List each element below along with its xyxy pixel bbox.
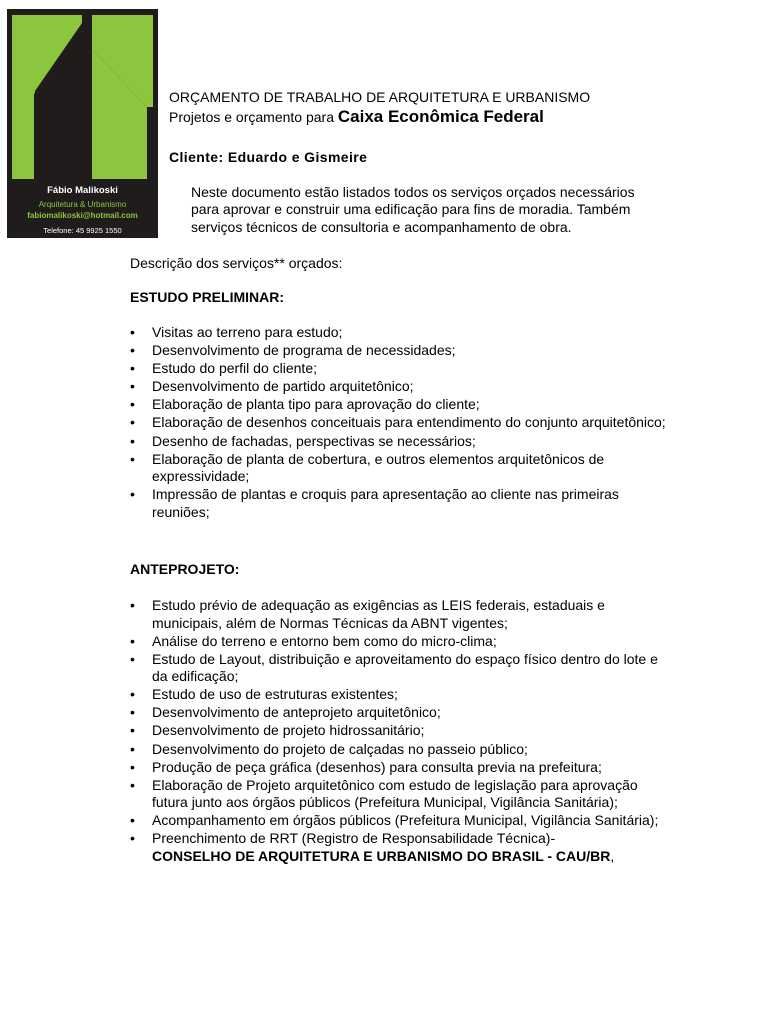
subtitle-prefix: Projetos e orçamento para [169,109,338,125]
subtitle-emphasis: Caixa Econômica Federal [337,107,544,126]
list-item: • Desenho de fachadas, perspectivas se necessários; [130,433,670,451]
list-item: • Elaboração de desenhos conceituais para entendimento do conjunto arquitetônico; [130,414,670,432]
rrt-suffix: , [610,847,615,864]
list-item: • Acompanhamento em órgãos públicos (Prefeitura Municipal, Vigilância Sanitária); [130,812,670,830]
list-item: • Elaboração de planta tipo para aprovação do cliente; [130,396,670,414]
intro-paragraph: Neste documento estão listados todos os serviços orçados necessários para aprovar e construir uma edificação para fins de moradia. Também serviços técnicos de consultoria e acompanhamento de obra. [191,184,635,235]
list-item: • Desenvolvimento de partido arquitetônico; [130,378,670,396]
list-item: • Desenvolvimento de projeto hidrossanitário; [130,722,670,740]
logo-email: fabiomalikoski@hotmail.com [27,211,138,220]
list-item: • Estudo de Layout, distribuição e aproveitamento do espaço físico dentro do lote e da edificação; [130,651,670,686]
services-description: Descrição dos serviços** orçados: [130,255,343,271]
list-item: • Desenvolvimento de programa de necessidades; [130,342,670,360]
logo-name: Fábio Malikoski [47,185,118,196]
list-item: • Estudo de uso de estruturas existentes; [130,686,670,704]
company-logo [7,9,158,238]
list-item: • Elaboração de Projeto arquitetônico com estudo de legislação para aprovação futura junto aos órgãos públicos (Prefeitura Municipal, Vigilância Sanitária); [130,777,670,812]
anteprojeto-list [130,597,670,866]
logo-phone: Telefone: 45 9925 1550 [43,226,122,235]
section-title-anteprojeto: ANTEPROJETO: [130,561,240,577]
section-title-estudo-preliminar: ESTUDO PRELIMINAR: [130,289,284,305]
list-item: • Produção de peça gráfica (desenhos) para consulta previa na prefeitura; [130,759,670,777]
list-item: • Estudo do perfil do cliente; [130,360,670,378]
list-item: • Análise do terreno e entorno bem como do micro-clima; [130,633,670,651]
rrt-text: Preenchimento de RRT (Registro de Responsabilidade Técnica)- [152,830,556,847]
list-item-rrt [130,830,670,865]
list-item: • Elaboração de planta de cobertura, e outros elementos arquitetônicos de expressividade; [130,451,670,486]
client-name: Cliente: Eduardo e Gismeire [169,149,368,165]
logo-subtitle: Arquitetura & Urbanismo [38,200,127,209]
rrt-council: CONSELHO DE ARQUITETURA E URBANISMO DO BRASIL - CAU/BR [152,847,611,864]
document-subtitle [169,108,544,126]
list-item: • Desenvolvimento do projeto de calçadas no passeio público; [130,741,670,759]
list-item: • Impressão de plantas e croquis para apresentação ao cliente nas primeiras reuniões; [130,486,670,521]
document-title: ORÇAMENTO DE TRABALHO DE ARQUITETURA E URBANISMO [169,89,591,105]
list-item: • Desenvolvimento de anteprojeto arquitetônico; [130,704,670,722]
list-item: • Visitas ao terreno para estudo; [130,324,670,342]
estudo-preliminar-list [130,324,670,522]
list-item: • Estudo prévio de adequação as exigências as LEIS federais, estaduais e municipais, além de Normas Técnicas da ABNT vigentes; [130,597,670,632]
